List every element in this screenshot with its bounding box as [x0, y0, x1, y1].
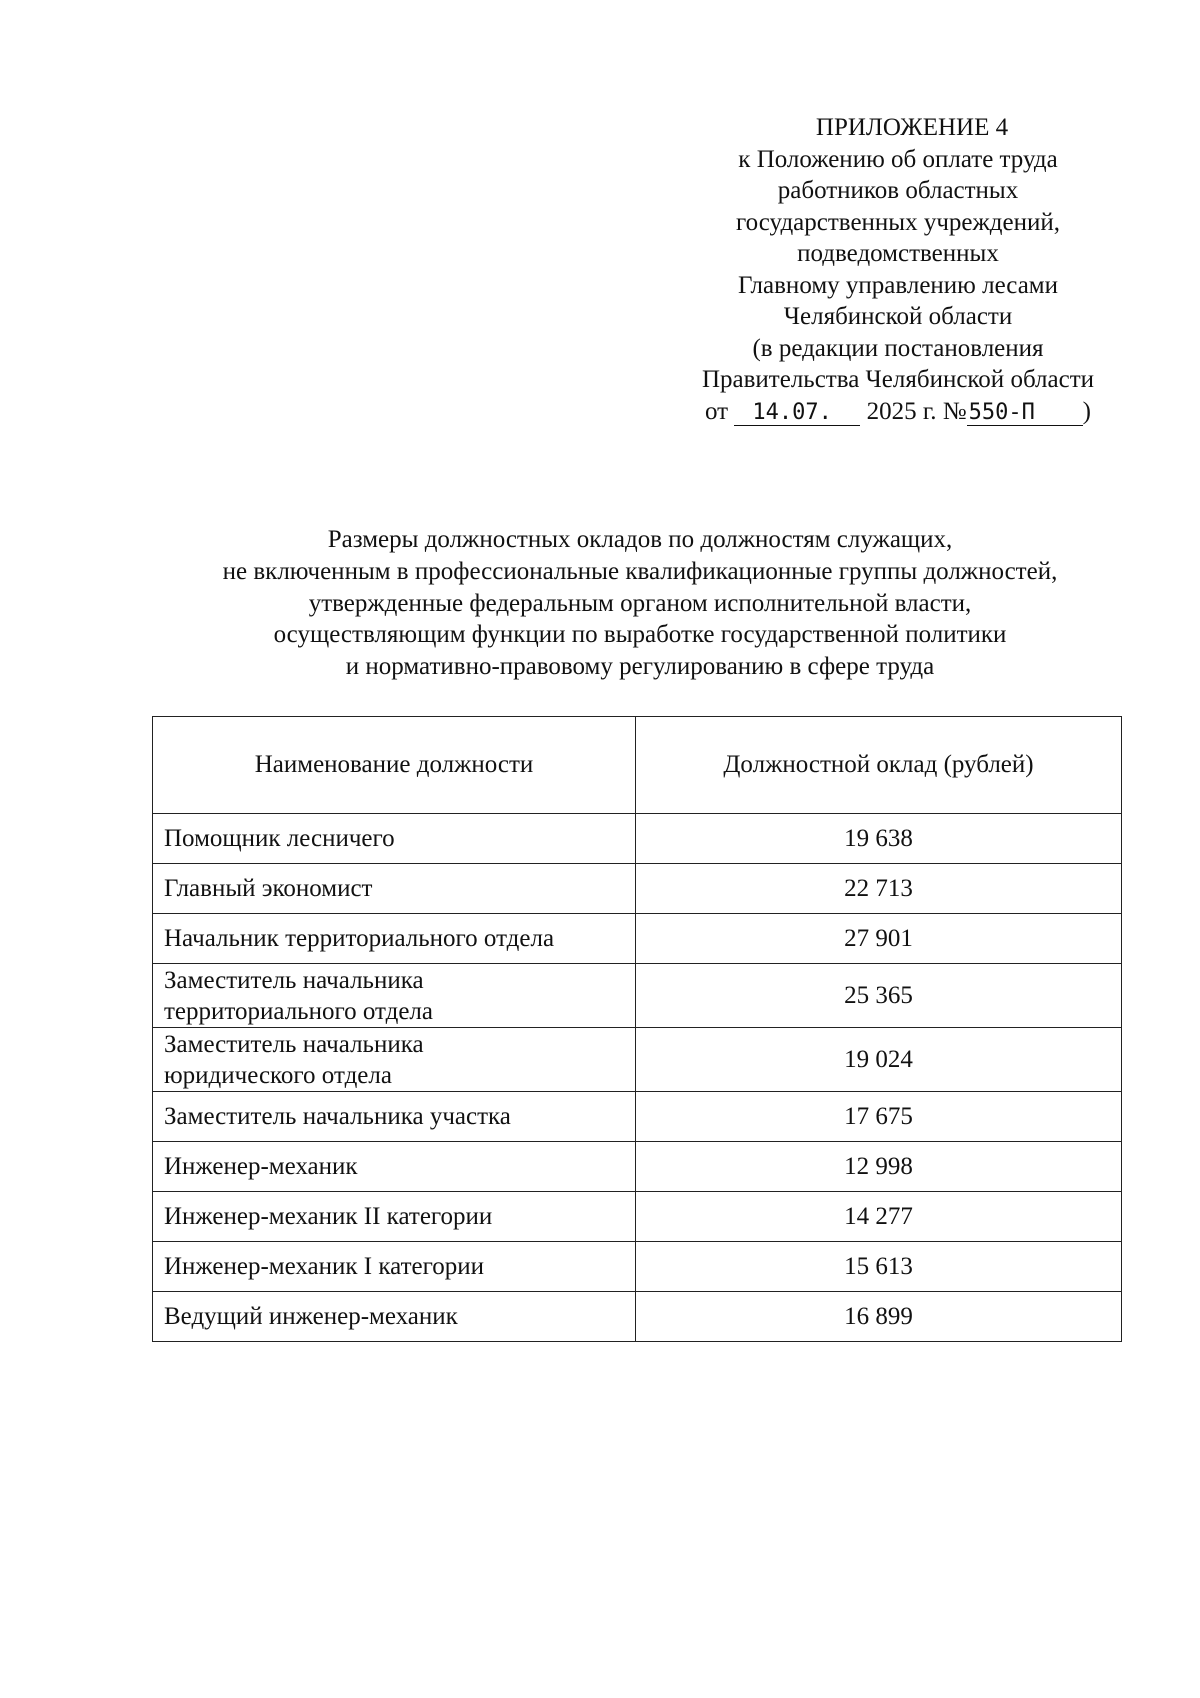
appendix-line: Главному управлению лесами	[737, 271, 1059, 299]
position-name-text: Ведущий инженер-механик	[164, 1303, 458, 1330]
table-row	[153, 914, 1122, 964]
table-row	[153, 814, 1122, 864]
salary-value: 19 024	[636, 1028, 1122, 1092]
salary-table	[152, 716, 1122, 1342]
salary-value: 19 638	[636, 814, 1122, 864]
position-name-text: Заместитель начальника	[164, 1030, 424, 1058]
salary-value: 22 713	[636, 864, 1122, 914]
position-name-text: юридического отдела	[164, 1061, 392, 1089]
position-name	[153, 1192, 636, 1242]
table-row	[153, 964, 1122, 1028]
position-name	[153, 1028, 636, 1092]
appendix-line: подведомственных	[797, 240, 999, 267]
position-name-text: Заместитель начальника участка	[164, 1103, 511, 1130]
header-salary: Должностной оклад (рублей)	[636, 717, 1122, 814]
salary-value: 12 998	[636, 1142, 1122, 1192]
heading-line: не включенным в профессиональные квалификационные группы должностей,	[222, 557, 1058, 585]
table-body	[153, 814, 1122, 1342]
date-prefix: от	[705, 397, 729, 425]
position-name	[153, 814, 636, 864]
appendix-date-line	[668, 396, 1128, 428]
appendix-line: к Положению об оплате труда	[738, 145, 1058, 173]
appendix-line: государственных учреждений,	[736, 208, 1060, 236]
position-name	[153, 864, 636, 914]
position-name	[153, 964, 636, 1028]
position-name-text: Инженер-механик II категории	[164, 1203, 493, 1230]
table-row	[153, 1292, 1122, 1342]
position-name-text: Начальник территориального отдела	[164, 925, 555, 952]
appendix-line: Челябинской области	[783, 303, 1013, 330]
salary-value: 16 899	[636, 1292, 1122, 1342]
closing-paren: )	[1082, 397, 1091, 425]
salary-value: 14 277	[636, 1192, 1122, 1242]
position-name	[153, 1292, 636, 1342]
table-row	[153, 1142, 1122, 1192]
position-name	[153, 1242, 636, 1292]
salary-value: 25 365	[636, 964, 1122, 1028]
appendix-line: (в редакции постановления	[752, 334, 1044, 362]
salary-value: 27 901	[636, 914, 1122, 964]
salary-value: 15 613	[636, 1242, 1122, 1292]
year-text: 2025 г. №	[866, 397, 967, 425]
header-position-name: Наименование должности	[153, 717, 636, 814]
position-name	[153, 1092, 636, 1142]
table-row	[153, 1192, 1122, 1242]
position-name	[153, 914, 636, 964]
heading-line: утвержденные федеральным органом исполнительной власти,	[308, 589, 972, 617]
number-fill-field: 550-П	[967, 401, 1083, 426]
salary-value: 17 675	[636, 1092, 1122, 1142]
table-row	[153, 1242, 1122, 1292]
appendix-line: работников областных	[777, 177, 1019, 204]
position-name-text: Заместитель начальника	[164, 966, 424, 994]
appendix-title: ПРИЛОЖЕНИЕ 4	[815, 114, 1009, 141]
heading-line: и нормативно-правовому регулированию в сфере труда	[345, 653, 935, 681]
appendix-line: Правительства Челябинской области	[701, 366, 1095, 393]
date-fill-field: 14.07.	[734, 401, 860, 426]
table-row	[153, 1092, 1122, 1142]
document-heading	[140, 524, 1140, 683]
table-header-row	[153, 717, 1122, 814]
position-name-text: Инженер-механик	[164, 1153, 358, 1180]
table-row	[153, 864, 1122, 914]
position-name-text: территориального отдела	[164, 997, 433, 1025]
position-name-text: Главный экономист	[164, 875, 373, 902]
appendix-block	[668, 112, 1128, 427]
position-name-text: Инженер-механик I категории	[164, 1253, 484, 1280]
position-name	[153, 1142, 636, 1192]
heading-line: Размеры должностных окладов по должностям служащих,	[327, 526, 953, 553]
heading-line: осуществляющим функции по выработке государственной политики	[273, 621, 1007, 649]
position-name-text: Помощник лесничего	[164, 825, 395, 852]
table-row	[153, 1028, 1122, 1092]
